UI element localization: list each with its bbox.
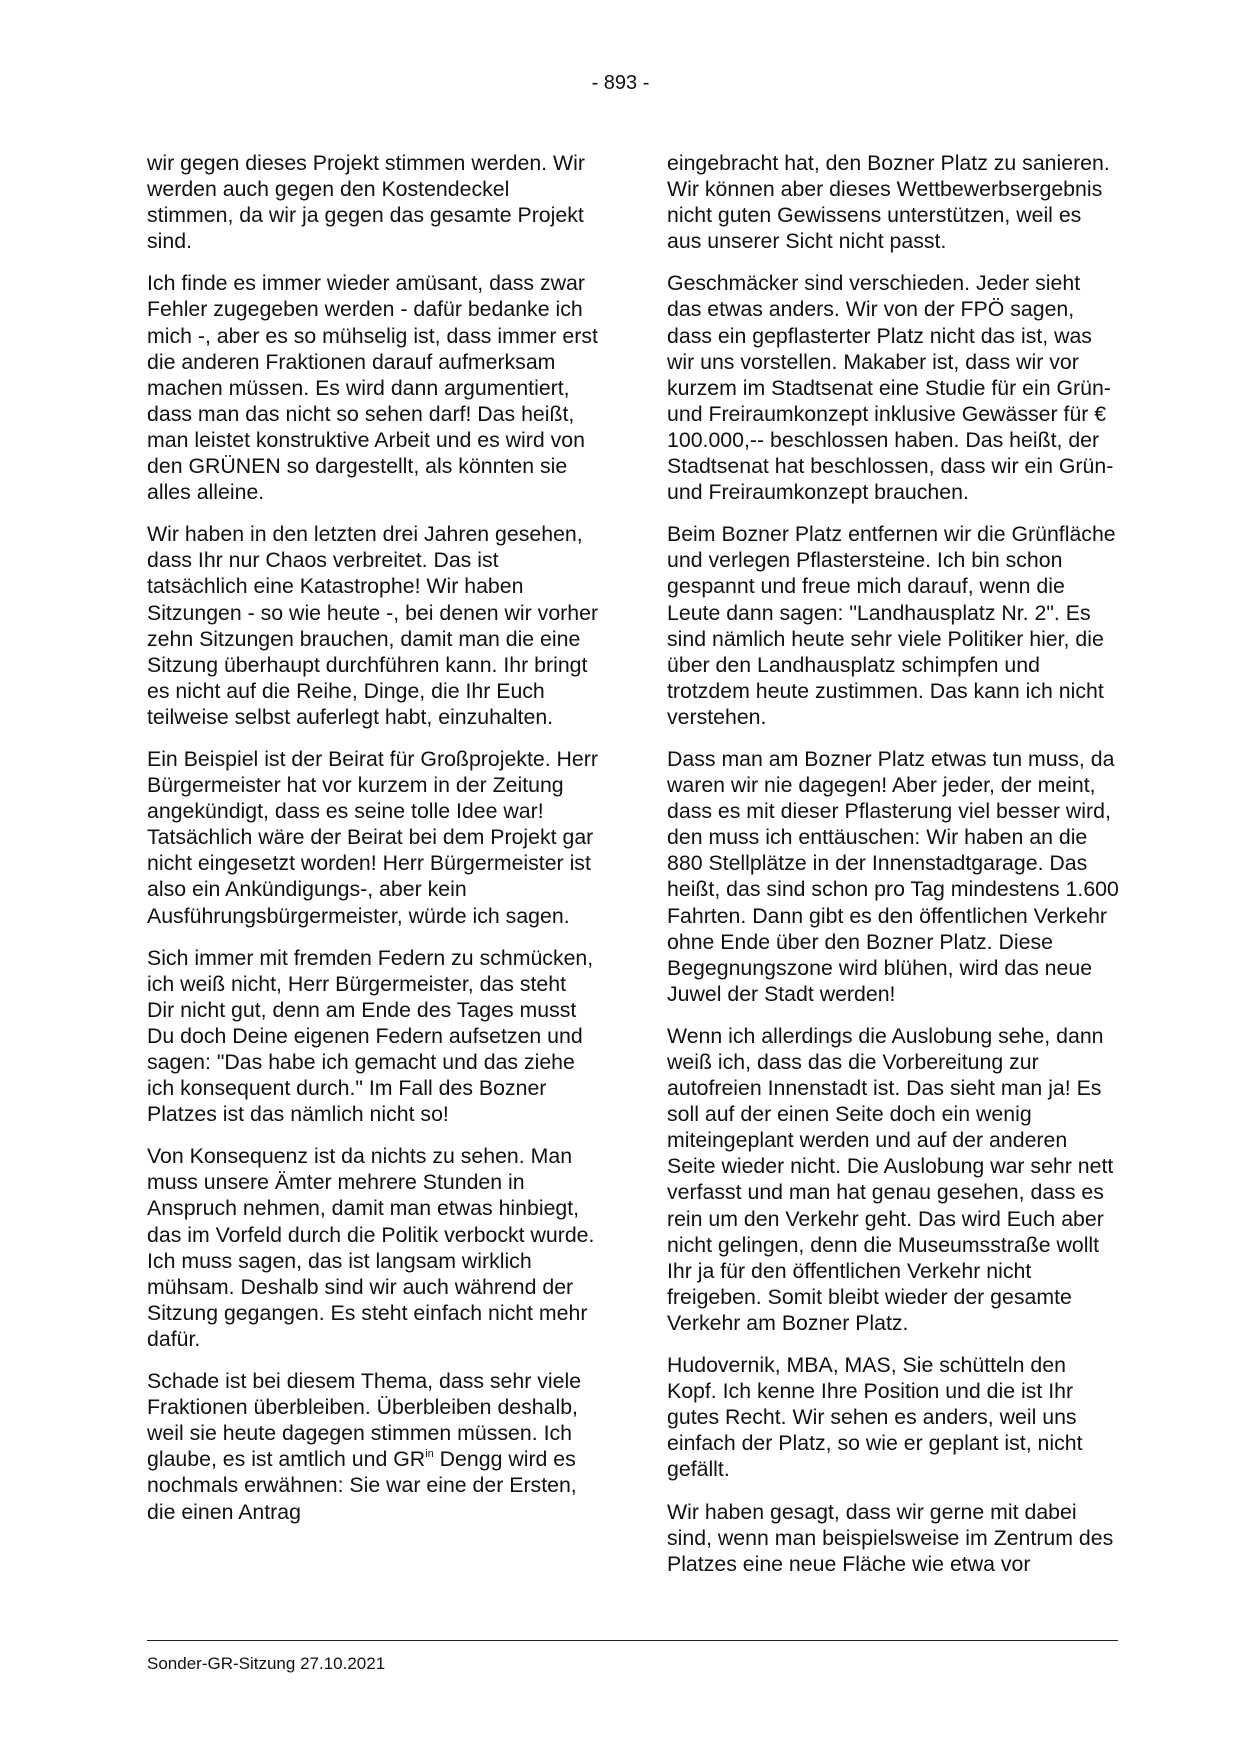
paragraph: Ein Beispiel ist der Beirat für Großprojekte. Herr Bürgermeister hat vor kurzem in der Zeitung angekündigt, dass es seine tolle Idee war! Tatsächlich wäre der Beirat bei dem Projekt gar nicht eingesetzt worden! Herr Bürgermeister ist also ein Ankündigungs-, aber kein Ausführungsbürgermeister, würde ich sagen. bbox=[147, 746, 598, 928]
paragraph: Wir haben gesagt, dass wir gerne mit dabei sind, wenn man beispielsweise im Zentrum des Platzes eine neue Fläche wie etwa vor bbox=[667, 1499, 1114, 1576]
paragraph: Ich finde es immer wieder amüsant, dass zwar Fehler zugegeben werden - dafür bedanke ich mich -, aber es so mühselig ist, dass immer erst die anderen Fraktionen darauf aufmerksam machen müssen. Es wird dann argumentiert, dass man das nicht so sehen darf! Das heißt, man leistet konstruktive Arbeit und es wird von den GRÜNEN so dargestellt, als könnten sie alles alleine. bbox=[147, 271, 598, 505]
footer-text: Sonder-GR-Sitzung 27.10.2021 bbox=[147, 1654, 386, 1673]
paragraph: Wenn ich allerdings die Auslobung sehe, dann weiß ich, dass das die Vorbereitung zur autofreien Innenstadt ist. Das sieht man ja! Es soll auf der einen Seite doch ein wenig miteingeplant werden und auf der anderen Seite wieder nicht. Die Auslobung war sehr nett verfasst und man hat genau gesehen, dass es rein um den Verkehr geht. Das wird Euch aber nicht gelingen, denn die Museumsstraße wollt Ihr ja für den öffentlichen Verkehr nicht freigeben. Somit bleibt wieder der gesamte Verkehr am Bozner Platz. bbox=[667, 1023, 1114, 1335]
paragraph: Sich immer mit fremden Federn zu schmücken, ich weiß nicht, Herr Bürgermeister, das steht Dir nicht gut, denn am Ende des Tages musst Du doch Deine eigenen Federn aufsetzen und sagen: "Das habe ich gemacht und das ziehe ich konsequent durch." Im Fall des Bozner Platzes ist das nämlich nicht so! bbox=[147, 945, 594, 1127]
paragraph bbox=[147, 1368, 599, 1525]
superscript: in bbox=[425, 1448, 434, 1461]
left-column bbox=[147, 150, 599, 1541]
paragraph: Von Konsequenz ist da nichts zu sehen. Man muss unsere Ämter mehrere Stunden in Anspruch nehmen, damit man etwas hinbiegt, das im Vorfeld durch die Politik verbockt wurde. Ich muss sagen, das ist langsam wirklich mühsam. Deshalb sind wir auch während der Sitzung gegangen. Es steht einfach nicht mehr dafür. bbox=[147, 1144, 595, 1351]
paragraph: Hudovernik, MBA, MAS, Sie schütteln den Kopf. Ich kenne Ihre Position und die ist Ihr gutes Recht. Wir sehen es anders, weil uns einfach der Platz, so wie er geplant ist, nicht gefällt. bbox=[667, 1353, 1083, 1482]
footer-divider bbox=[147, 1640, 1118, 1641]
right-column bbox=[667, 150, 1119, 1593]
page-number: - 893 - bbox=[591, 72, 650, 94]
paragraph: Wir haben in den letzten drei Jahren gesehen, dass Ihr nur Chaos verbreitet. Das ist tatsächlich eine Katastrophe! Wir haben Sitzungen - so wie heute -, bei denen wir vorher zehn Sitzungen brauchen, damit man die eine Sitzung überhaupt durchführen kann. Ihr bringt es nicht auf die Reihe, Dinge, die Ihr Euch teilweise selbst auferlegt habt, einzuhalten. bbox=[147, 522, 599, 729]
paragraph: Beim Bozner Platz entfernen wir die Grünfläche und verlegen Pflastersteine. Ich bin schon gespannt und freue mich darauf, wenn die Leute dann sagen: "Landhausplatz Nr. 2". Es sind nämlich heute sehr viele Politiker hier, die über den Landhausplatz schimpfen und trotzdem heute zustimmen. Das kann ich nicht verstehen. bbox=[667, 522, 1116, 729]
text-run: Dengg wird es nochmals erwähnen: Sie war eine der Ersten, die einen Antrag bbox=[147, 1447, 577, 1524]
paragraph: wir gegen dieses Projekt stimmen werden. Wir werden auch gegen den Kostendeckel stimmen, da wir ja gegen das gesamte Projekt sind. bbox=[147, 151, 585, 254]
text-run: Schade ist bei diesem Thema, dass sehr viele Fraktionen überbleiben. Überbleiben deshalb, weil sie heute dagegen stimmen müssen. Ich glaube, es ist amtlich und GR bbox=[147, 1369, 582, 1472]
paragraph: eingebracht hat, den Bozner Platz zu sanieren. Wir können aber dieses Wettbewerbsergebnis nicht guten Gewissens unterstützen, weil es aus unserer Sicht nicht passt. bbox=[667, 151, 1110, 254]
paragraph: Geschmäcker sind verschieden. Jeder sieht das etwas anders. Wir von der FPÖ sagen, dass ein gepflasterter Platz nicht das ist, was wir uns vorstellen. Makaber ist, dass wir vor kurzem im Stadtsenat eine Studie für ein Grün- und Freiraumkonzept inklusive Gewässer für € 100.000,-- beschlossen haben. Das heißt, der Stadtsenat hat beschlossen, dass wir ein Grün- und Freiraumkonzept brauchen. bbox=[667, 271, 1114, 505]
paragraph: Dass man am Bozner Platz etwas tun muss, da waren wir nie dagegen! Aber jeder, der meint, dass es mit dieser Pflasterung viel besser wird, den muss ich enttäuschen: Wir haben an die 880 Stellplätze in der Innenstadtgarage. Das heißt, das sind schon pro Tag mindestens 1.600 Fahrten. Dann gibt es den öffentlichen Verkehr ohne Ende über den Bozner Platz. Diese Begegnungszone wird blühen, wird das neue Juwel der Stadt werden! bbox=[667, 746, 1119, 1006]
